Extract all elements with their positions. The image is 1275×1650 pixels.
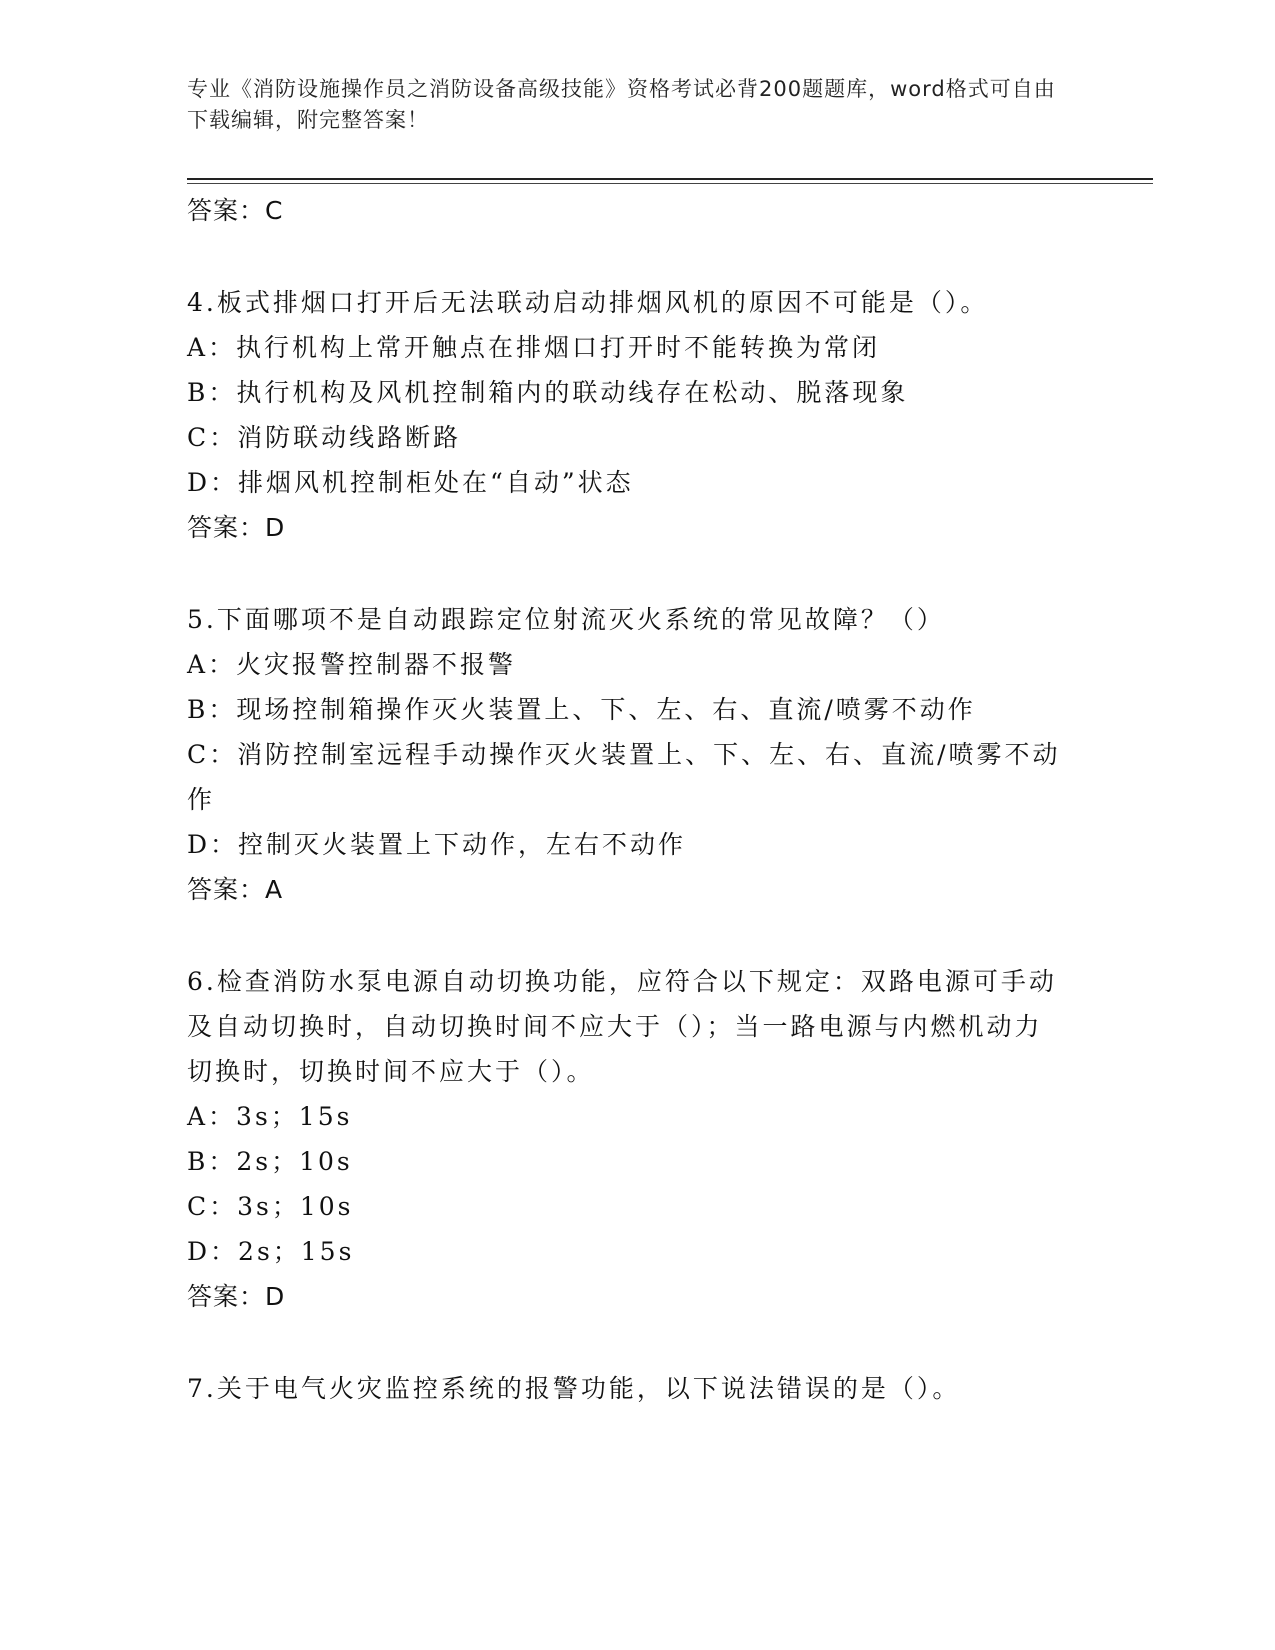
option-a: A：3s；15s [187, 1102, 353, 1131]
answer-line: 答案：D [187, 513, 286, 542]
option-a: A：火灾报警控制器不报警 [187, 650, 517, 679]
answer-line: 答案：A [187, 875, 284, 904]
document-header: 专业《消防设施操作员之消防设备高级技能》资格考试必背200题题库，word格式可自由下载编辑，附完整答案！ [187, 77, 1056, 132]
answer-line: 答案：C [187, 196, 284, 225]
header-divider-thin [187, 183, 1153, 184]
document-body [187, 188, 1067, 1411]
option-d: D：2s；15s [187, 1237, 355, 1266]
option-c: C：消防控制室远程手动操作灭火装置上、下、左、右、直流/喷雾不动作 [187, 740, 1061, 814]
option-b: B：执行机构及风机控制箱内的联动线存在松动、脱落现象 [187, 378, 909, 407]
question-stem: 4.板式排烟口打开后无法联动启动排烟风机的原因不可能是（）。 [187, 288, 989, 317]
question-stem: 7.关于电气火灾监控系统的报警功能，以下说法错误的是（）。 [187, 1374, 961, 1403]
option-c: C：3s；10s [187, 1192, 354, 1221]
question-block [187, 959, 1067, 1319]
option-b: B：现场控制箱操作灭火装置上、下、左、右、直流/喷雾不动作 [187, 695, 976, 724]
option-c: C：消防联动线路断路 [187, 423, 462, 452]
question-block [187, 597, 1067, 912]
option-b: B：2s；10s [187, 1147, 353, 1176]
question-stem: 6.检查消防水泵电源自动切换功能，应符合以下规定：双路电源可手动及自动切换时，自动切换时间不应大于（）；当一路电源与内燃机动力切换时，切换时间不应大于（）。 [187, 967, 1057, 1086]
option-a: A：执行机构上常开触点在排烟口打开时不能转换为常闭 [187, 333, 881, 362]
answer-line: 答案：D [187, 1282, 286, 1311]
question-block [187, 1366, 1067, 1411]
option-d: D：控制灭火装置上下动作，左右不动作 [187, 830, 687, 859]
question-block [187, 280, 1067, 550]
header-divider [187, 178, 1153, 180]
option-d: D：排烟风机控制柜处在“自动”状态 [187, 468, 634, 497]
question-stem: 5.下面哪项不是自动跟踪定位射流灭火系统的常见故障？（） [187, 605, 945, 634]
